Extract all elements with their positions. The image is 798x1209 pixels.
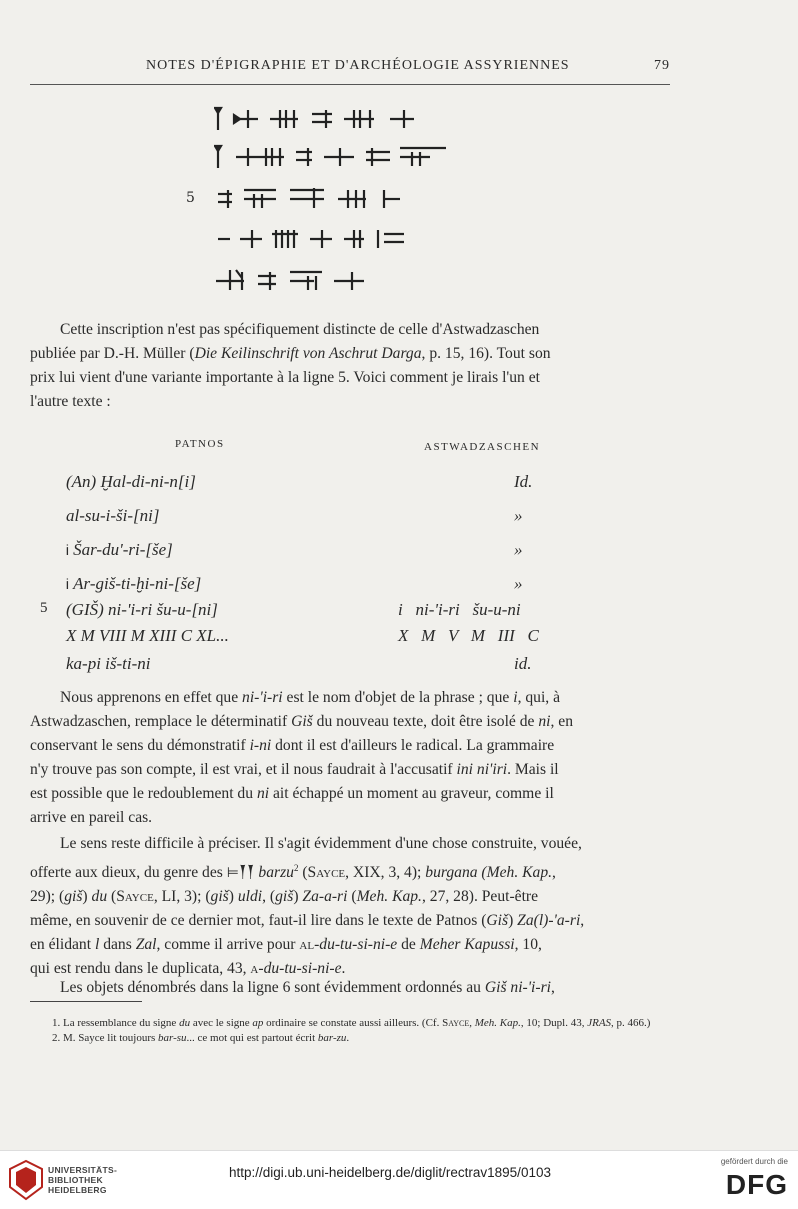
text-run: , ( bbox=[262, 888, 276, 906]
text-run: 1. La ressemblance du signe bbox=[52, 1017, 180, 1029]
text-run: , bbox=[469, 1017, 475, 1029]
text-run: Nous apprenons en effet que bbox=[60, 689, 243, 706]
para3-line2 bbox=[30, 856, 670, 885]
text-run: , en bbox=[550, 713, 574, 730]
text-run: ( bbox=[347, 888, 357, 906]
para3-line4 bbox=[30, 909, 670, 933]
text-run: , bbox=[551, 979, 555, 996]
term: barzu bbox=[258, 864, 294, 882]
text-run: offerte aux dieux, du genre des bbox=[30, 864, 227, 882]
text-run: dans bbox=[99, 936, 136, 954]
term: Meher Kapussi bbox=[419, 936, 515, 954]
table-header-astwadzaschen: ASTWADZASCHEN bbox=[424, 441, 541, 453]
para2-line1 bbox=[30, 686, 670, 710]
term: bar-zu bbox=[317, 1032, 347, 1044]
university-name bbox=[48, 1165, 117, 1195]
term: i-ni bbox=[249, 737, 272, 754]
text-run: , LI, 3); ( bbox=[153, 888, 211, 906]
term: l bbox=[94, 936, 100, 954]
text-run: en élidant bbox=[30, 936, 95, 954]
funding-label: gefördert durch die bbox=[720, 1157, 788, 1166]
text-run: avec le signe bbox=[190, 1017, 253, 1029]
patnos-text: Ar-giš-ti-ḫi-ni-[še] bbox=[73, 574, 202, 593]
text-run: conservant le sens du démonstratif bbox=[30, 737, 250, 754]
table-row bbox=[30, 540, 670, 568]
patnos-reading bbox=[66, 506, 160, 526]
term: Za(l)-'a-ri bbox=[517, 912, 581, 930]
term: giš bbox=[64, 888, 83, 906]
term: bar-su bbox=[158, 1032, 187, 1044]
text-run: dont il est d'ailleurs le radical. La grammaire bbox=[271, 737, 555, 754]
text-run: ordinaire se constate aussi ailleurs. (Cf. bbox=[263, 1017, 443, 1029]
text-run: , qui, à bbox=[517, 689, 561, 706]
text-run: , bbox=[580, 912, 585, 930]
patnos-reading bbox=[66, 626, 229, 646]
text-run: ) bbox=[82, 888, 92, 906]
author: Sayce bbox=[307, 864, 346, 882]
astwadzaschen-reading: » bbox=[514, 540, 523, 559]
cuneiform-glyphs-icon bbox=[214, 142, 484, 172]
term: Giš ni-'i-ri bbox=[484, 979, 551, 996]
term: al bbox=[299, 936, 315, 954]
patnos-text: (GIŠ) ni-'i-ri šu-u-[ni] bbox=[66, 600, 218, 619]
text-run: . bbox=[346, 1032, 350, 1044]
footnote-2 bbox=[30, 1031, 670, 1046]
header-rule bbox=[30, 84, 670, 85]
para3-line1: Le sens reste difficile à préciser. Il s'agit évidemment d'une chose construite, vouée, bbox=[60, 835, 582, 852]
paragraph-analysis bbox=[30, 686, 670, 830]
cuneiform-glyphs-icon bbox=[214, 266, 434, 296]
para4-line1 bbox=[30, 976, 670, 1000]
term: -du-tu-si-ni-e bbox=[314, 936, 398, 954]
cuneiform-inscription bbox=[0, 96, 798, 306]
term: du bbox=[91, 888, 108, 906]
text-run: , comme il arrive pour bbox=[156, 936, 300, 954]
viewer-footer bbox=[0, 1150, 798, 1209]
footnote-rule bbox=[30, 1001, 142, 1002]
term: ap bbox=[252, 1017, 264, 1029]
text-run: ) bbox=[228, 888, 238, 906]
text-run: , bbox=[552, 864, 556, 882]
term: ni bbox=[538, 713, 551, 730]
cuneiform-glyphs-icon bbox=[214, 224, 474, 254]
determinative-icon: Ꭵ bbox=[66, 543, 69, 559]
text-run: Astwadzaschen, remplace le déterminatif bbox=[30, 713, 292, 730]
patnos-reading bbox=[66, 654, 151, 674]
patnos-reading bbox=[66, 600, 218, 620]
permalink-url[interactable]: http://digi.ub.uni-heidelberg.de/diglit/rectrav1895/0103 bbox=[229, 1165, 551, 1180]
running-title: NOTES D'ÉPIGRAPHIE ET D'ARCHÉOLOGIE ASSYRIENNES bbox=[146, 58, 570, 73]
text-run: , p. 466.) bbox=[611, 1017, 651, 1029]
term: burgana (Meh. Kap. bbox=[425, 864, 553, 882]
term: Giš bbox=[291, 713, 313, 730]
text-run: ) bbox=[508, 912, 518, 930]
para1-line1: Cette inscription n'est pas spécifiquement distincte de celle d'Astwadzaschen bbox=[60, 321, 540, 338]
uni-name-line: HEIDELBERG bbox=[48, 1185, 107, 1195]
patnos-text: al-su-i-ši-[ni] bbox=[66, 506, 160, 525]
cuneiform-sign-icon: ⊨𒐕𒐕 bbox=[226, 865, 255, 882]
text-run: est le nom d'objet de la phrase ; que bbox=[282, 689, 514, 706]
term: ni bbox=[256, 785, 270, 802]
patnos-text: (An) Ḫal-di-ni-n[i] bbox=[66, 472, 196, 491]
cuneiform-line-5 bbox=[0, 184, 798, 218]
cuneiform-line-7 bbox=[0, 266, 798, 300]
table-row bbox=[30, 654, 670, 682]
inscription-line-number: 5 bbox=[186, 190, 195, 206]
cuneiform-line-2 bbox=[0, 142, 798, 176]
term: JRAS bbox=[587, 1017, 612, 1029]
text-run: 2. M. Sayce lit toujours bbox=[52, 1032, 159, 1044]
text-run: , 10; Dupl. 43, bbox=[520, 1017, 588, 1029]
para1-line4: l'autre texte : bbox=[30, 393, 111, 410]
text-run: , p. 15, 16). Tout son bbox=[421, 345, 551, 362]
dfg-logo: DFG bbox=[725, 1169, 788, 1200]
text-run: . Mais il bbox=[507, 761, 559, 778]
term: a bbox=[250, 960, 259, 978]
term: uldi bbox=[237, 888, 263, 906]
astwadzaschen-reading: » bbox=[514, 574, 523, 593]
footnote-1 bbox=[30, 1016, 670, 1031]
para2-line5 bbox=[30, 782, 670, 806]
patnos-text: Šar-du'-ri-[še] bbox=[73, 540, 173, 559]
running-head bbox=[30, 58, 670, 80]
text-run: de bbox=[397, 936, 420, 954]
paragraph-intro bbox=[30, 318, 670, 414]
astwadzaschen-reading: id. bbox=[514, 654, 532, 673]
university-seal-icon bbox=[8, 1159, 44, 1201]
text-run: même, en souvenir de ce dernier mot, faut-il lire dans le texte de Patnos ( bbox=[30, 912, 487, 930]
footnote-ref: 2 bbox=[293, 863, 299, 873]
para3-line5 bbox=[30, 933, 670, 957]
para2-line3 bbox=[30, 734, 670, 758]
text-run: qui est rendu dans le duplicata, 43, bbox=[30, 960, 251, 978]
cuneiform-line-1 bbox=[0, 104, 798, 138]
text-run: , XIX, 3, 4); bbox=[345, 864, 426, 882]
para1-line3: prix lui vient d'une variante importante à la ligne 5. Voici comment je lirais l'un et bbox=[30, 369, 540, 386]
text-run: . bbox=[341, 960, 346, 978]
table-row bbox=[30, 626, 670, 654]
uni-name-line: BIBLIOTHEK bbox=[48, 1175, 103, 1185]
patnos-reading bbox=[66, 472, 196, 492]
text-run: ait échappé un moment au graveur, comme il bbox=[269, 785, 554, 802]
paragraph-meaning bbox=[30, 832, 670, 981]
text-run: Les objets dénombrés dans la ligne 6 sont évidemment ordonnés au bbox=[60, 979, 485, 996]
term: Meh. Kap. bbox=[474, 1017, 521, 1029]
patnos-reading bbox=[66, 540, 173, 560]
term: Zal bbox=[135, 936, 157, 954]
para2-line4 bbox=[30, 758, 670, 782]
paragraph-objects bbox=[30, 976, 670, 1000]
term: Za-a-ri bbox=[302, 888, 348, 906]
uni-name-line: UNIVERSITÄTS- bbox=[48, 1165, 118, 1175]
table-row bbox=[30, 574, 670, 602]
text-run: , 27, 28). Peut-être bbox=[421, 888, 539, 906]
author: Sayce bbox=[442, 1017, 470, 1029]
table-row bbox=[30, 506, 670, 534]
text-run: ) bbox=[293, 888, 303, 906]
author: Sayce bbox=[116, 888, 154, 906]
table-row bbox=[30, 472, 670, 500]
para3-line3 bbox=[30, 885, 670, 909]
term: ini ni'iri bbox=[456, 761, 508, 778]
astwadzaschen-reading: Id. bbox=[514, 472, 533, 491]
astwadzaschen-reading: X M V M III C bbox=[398, 626, 539, 645]
term: Meh. Kap. bbox=[356, 888, 422, 906]
table-header-patnos: PATNOS bbox=[175, 438, 225, 450]
patnos-text: X M VIII M XIII C XL... bbox=[66, 626, 229, 645]
astwadzaschen-reading: » bbox=[514, 506, 523, 525]
term: giš bbox=[275, 888, 294, 906]
para2-line6: arrive en pareil cas. bbox=[30, 809, 153, 826]
text-run: 29); ( bbox=[30, 888, 65, 906]
text-run: ... ce mot qui est partout écrit bbox=[186, 1032, 318, 1044]
para2-line2 bbox=[30, 710, 670, 734]
text-run: publiée par D.-H. Müller ( bbox=[30, 345, 195, 362]
cuneiform-line-6 bbox=[0, 224, 798, 258]
book-title: Die Keilinschrift von Aschrut Darga bbox=[194, 345, 422, 362]
footnotes bbox=[30, 1016, 670, 1046]
term: ni-'i-ri bbox=[242, 689, 283, 706]
row-line-number: 5 bbox=[40, 600, 48, 616]
term: giš bbox=[210, 888, 229, 906]
patnos-text: ka-pi iš-ti-ni bbox=[66, 654, 151, 673]
term: Giš bbox=[486, 912, 509, 930]
text-run: ( bbox=[298, 864, 308, 882]
text-run: , 10, bbox=[514, 936, 542, 954]
cuneiform-glyphs-icon bbox=[214, 104, 444, 134]
text-run: n'y trouve pas son compte, il est vrai, et il nous faudrait à l'accusatif bbox=[30, 761, 457, 778]
cuneiform-glyphs-icon bbox=[214, 184, 474, 214]
text-run: ( bbox=[107, 888, 117, 906]
table-row bbox=[30, 600, 670, 628]
text-run: du nouveau texte, doit être isolé de bbox=[312, 713, 539, 730]
patnos-reading bbox=[66, 574, 201, 594]
page-number: 79 bbox=[654, 58, 670, 73]
determinative-icon: Ꭵ bbox=[66, 577, 69, 593]
astwadzaschen-reading: i ni-'i-ri šu-u-ni bbox=[398, 600, 521, 619]
term: du bbox=[179, 1017, 191, 1029]
term: i bbox=[513, 689, 518, 706]
term: -du-tu-si-ni-e bbox=[258, 960, 342, 978]
text-run: est possible que le redoublement du bbox=[30, 785, 257, 802]
para1-line2 bbox=[30, 342, 670, 366]
